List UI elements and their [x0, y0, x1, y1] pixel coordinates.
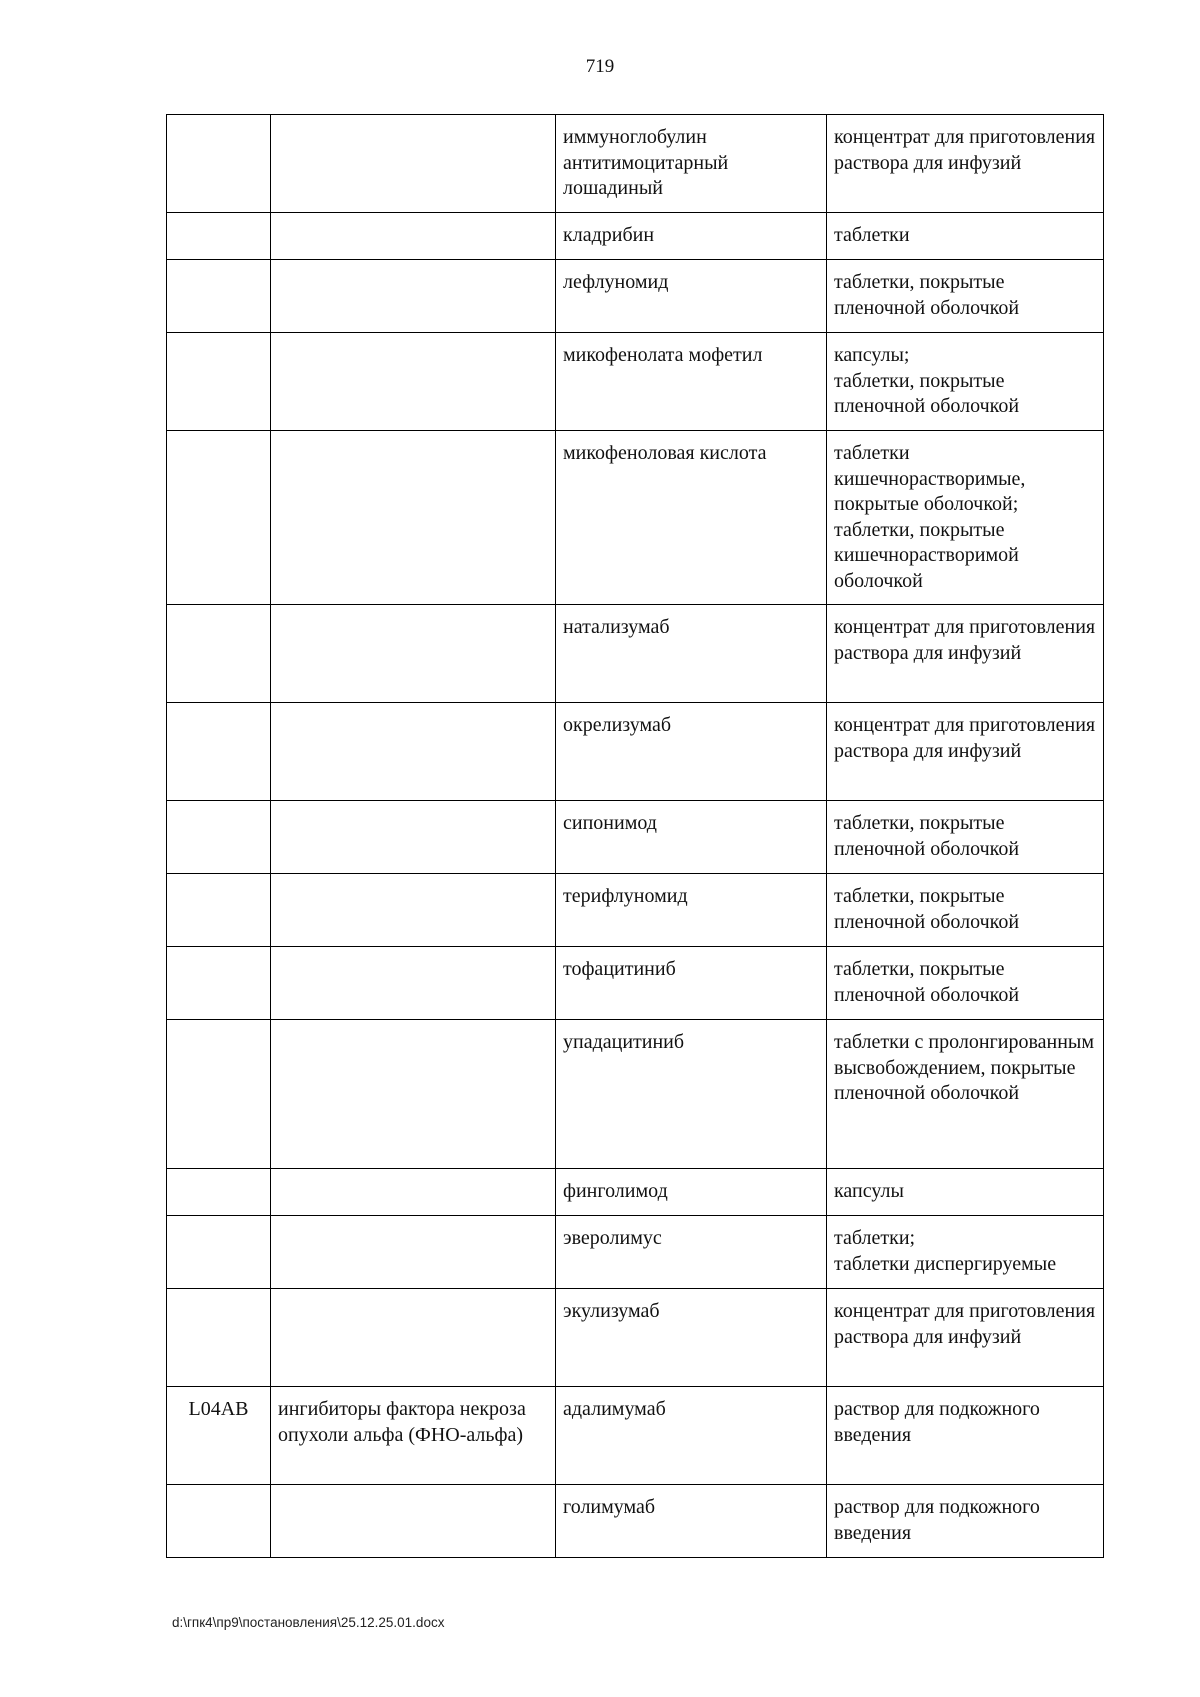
group-cell: ингибиторы фактора некроза опухоли альфа (ФНО-альфа) — [271, 1387, 556, 1485]
group-cell — [271, 605, 556, 703]
table-row — [167, 1485, 1104, 1558]
drug-cell: упадацитиниб — [556, 1020, 827, 1169]
form-line: таблетки, покрытые пленочной оболочкой — [834, 958, 1020, 1006]
forms-cell — [827, 333, 1104, 431]
drug-cell: микофенолата мофетил — [556, 333, 827, 431]
group-cell — [271, 260, 556, 333]
atc-code-cell — [167, 1216, 271, 1289]
forms-cell — [827, 801, 1104, 874]
atc-code-cell: L04AB — [167, 1387, 271, 1485]
atc-code-cell — [167, 1020, 271, 1169]
form-line: таблетки, покрытые кишечнорастворимой оболочкой — [834, 518, 1019, 592]
forms-cell — [827, 605, 1104, 703]
forms-cell — [827, 260, 1104, 333]
form-line: концентрат для приготовления раствора для инфузий — [834, 126, 1096, 174]
atc-code-cell — [167, 1289, 271, 1387]
form-line: таблетки, покрытые пленочной оболочкой — [834, 271, 1020, 319]
atc-code-cell — [167, 703, 271, 801]
table-row — [167, 431, 1104, 605]
group-cell — [271, 333, 556, 431]
group-cell — [271, 1485, 556, 1558]
table-row — [167, 115, 1104, 213]
drug-cell: натализумаб — [556, 605, 827, 703]
form-line: капсулы — [834, 1180, 904, 1202]
footer-file-path: d:\гпк4\пр9\постановления\25.12.25.01.docx — [172, 1615, 445, 1630]
forms-cell — [827, 1485, 1104, 1558]
table-row — [167, 947, 1104, 1020]
forms-cell — [827, 703, 1104, 801]
group-cell — [271, 213, 556, 260]
group-cell — [271, 115, 556, 213]
form-line: таблетки; — [834, 1227, 916, 1249]
forms-cell — [827, 431, 1104, 605]
atc-code-cell — [167, 115, 271, 213]
atc-code-cell — [167, 605, 271, 703]
drug-cell: лефлуномид — [556, 260, 827, 333]
table-row — [167, 1169, 1104, 1216]
forms-cell — [827, 1289, 1104, 1387]
table-row — [167, 801, 1104, 874]
atc-code-cell — [167, 874, 271, 947]
drug-cell: окрелизумаб — [556, 703, 827, 801]
group-cell — [271, 1216, 556, 1289]
table-row — [167, 703, 1104, 801]
forms-cell — [827, 1020, 1104, 1169]
drug-cell: иммуноглобулин антитимоцитарный лошадиный — [556, 115, 827, 213]
table-row — [167, 333, 1104, 431]
table-row — [167, 1387, 1104, 1485]
forms-cell — [827, 1216, 1104, 1289]
atc-code-cell — [167, 1169, 271, 1216]
form-line: концентрат для приготовления раствора для инфузий — [834, 1300, 1096, 1348]
drug-cell: эверолимус — [556, 1216, 827, 1289]
forms-cell — [827, 1387, 1104, 1485]
table-row — [167, 605, 1104, 703]
form-line: таблетки, покрытые пленочной оболочкой — [834, 885, 1020, 933]
group-cell — [271, 1020, 556, 1169]
drug-cell: адалимумаб — [556, 1387, 827, 1485]
form-line: таблетки с пролонгированным высвобождением, покрытые пленочной оболочкой — [834, 1031, 1095, 1104]
drug-cell: сипонимод — [556, 801, 827, 874]
drug-table — [166, 114, 1104, 1558]
form-line: концентрат для приготовления раствора для инфузий — [834, 714, 1096, 762]
drug-cell: голимумаб — [556, 1485, 827, 1558]
form-line: таблетки — [834, 224, 910, 246]
form-line: таблетки, покрытые пленочной оболочкой — [834, 812, 1020, 860]
drug-cell: финголимод — [556, 1169, 827, 1216]
form-line: раствор для подкожного введения — [834, 1496, 1040, 1544]
atc-code-cell — [167, 213, 271, 260]
atc-code-cell — [167, 260, 271, 333]
group-cell — [271, 801, 556, 874]
form-line: концентрат для приготовления раствора для инфузий — [834, 616, 1096, 664]
forms-cell — [827, 115, 1104, 213]
forms-cell — [827, 874, 1104, 947]
form-line: таблетки диспергируемые — [834, 1252, 1057, 1275]
table-row — [167, 1216, 1104, 1289]
table-row — [167, 1020, 1104, 1169]
group-cell — [271, 947, 556, 1020]
table-body — [167, 115, 1104, 1558]
form-line: таблетки, покрытые пленочной оболочкой — [834, 369, 1020, 417]
group-cell — [271, 1289, 556, 1387]
group-cell — [271, 431, 556, 605]
drug-cell: микофеноловая кислота — [556, 431, 827, 605]
form-line: капсулы; — [834, 344, 910, 366]
table-row — [167, 1289, 1104, 1387]
forms-cell — [827, 1169, 1104, 1216]
group-cell — [271, 1169, 556, 1216]
atc-code-cell — [167, 333, 271, 431]
group-cell — [271, 703, 556, 801]
atc-code-cell — [167, 801, 271, 874]
table-row — [167, 213, 1104, 260]
drug-cell: экулизумаб — [556, 1289, 827, 1387]
drug-cell: кладрибин — [556, 213, 827, 260]
forms-cell — [827, 947, 1104, 1020]
group-cell — [271, 874, 556, 947]
atc-code-cell — [167, 431, 271, 605]
table-row — [167, 260, 1104, 333]
drug-cell: терифлуномид — [556, 874, 827, 947]
atc-code-cell — [167, 947, 271, 1020]
form-line: раствор для подкожного введения — [834, 1398, 1040, 1446]
form-line: таблетки кишечнорастворимые, покрытые оболочкой; — [834, 442, 1026, 515]
forms-cell — [827, 213, 1104, 260]
table-row — [167, 874, 1104, 947]
page-number: 719 — [585, 56, 615, 77]
atc-code-cell — [167, 1485, 271, 1558]
drug-cell: тофацитиниб — [556, 947, 827, 1020]
